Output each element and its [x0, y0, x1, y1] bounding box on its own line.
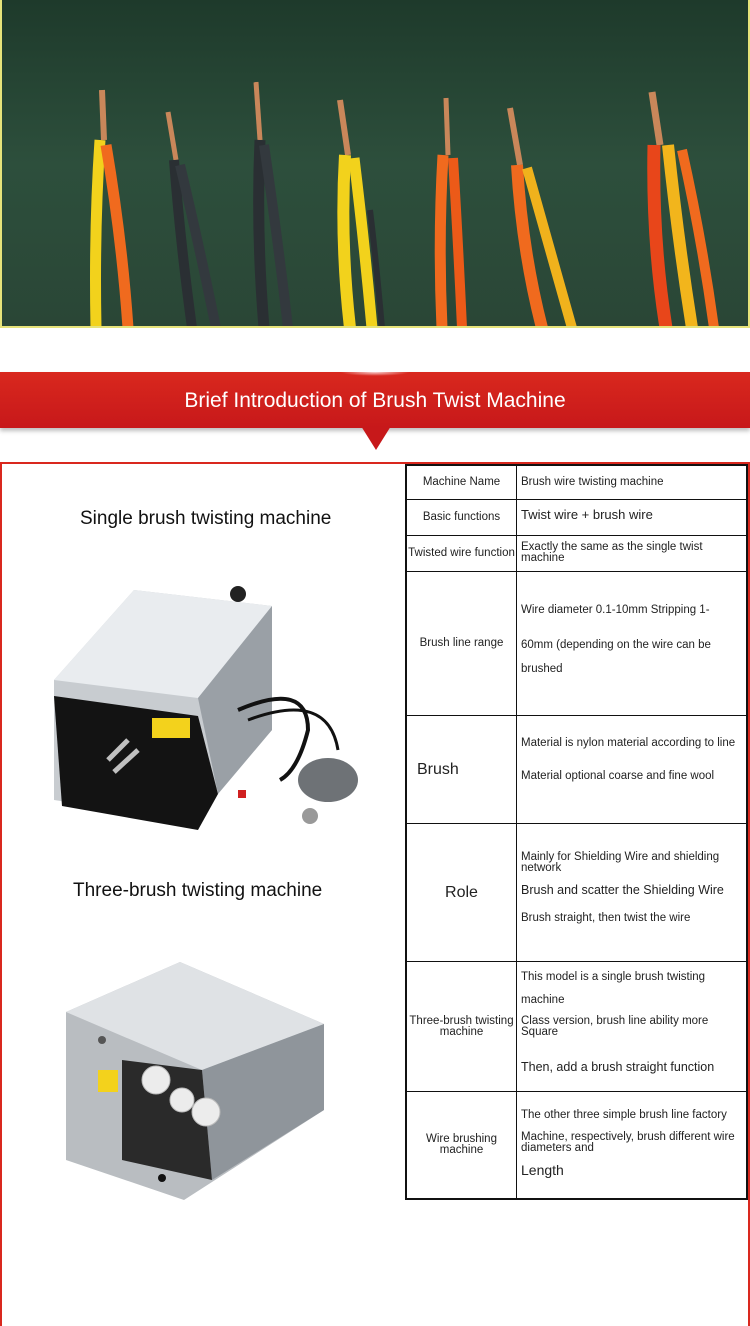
spec-value-line: Then, add a brush straight function — [521, 1060, 715, 1074]
spec-label: Twisted wire function — [407, 536, 517, 571]
spec-value-line: Material is nylon material according to line — [521, 737, 736, 749]
spec-value — [517, 962, 746, 1091]
wires-illustration — [2, 0, 750, 328]
spec-row — [407, 572, 746, 716]
spec-label: Three-brush twisting machine — [407, 962, 517, 1091]
spec-label: Basic functions — [407, 500, 517, 535]
spec-value-line: Mainly for Shielding Wire and shielding network — [521, 851, 720, 874]
spec-value-line: Brush and scatter the Shielding Wire — [521, 883, 724, 897]
spec-value-line: Brush wire twisting machine — [521, 476, 664, 488]
spec-label: Brush line range — [407, 572, 517, 715]
spec-value — [517, 824, 746, 961]
spec-value-line: Exactly the same as the single twist machine — [521, 541, 703, 564]
spec-value — [517, 466, 746, 499]
spec-value-line: The other three simple brush line factory — [521, 1109, 727, 1121]
spec-value-line: Class version, brush line ability more Square — [521, 1015, 709, 1038]
spec-value-line: This model is a single brush twisting — [521, 971, 706, 983]
spec-row — [407, 466, 746, 500]
spec-value-line: Wire diameter 0.1-10mm Stripping 1- — [521, 604, 710, 616]
single-brush-machine-photo — [48, 580, 368, 840]
spec-label: Role — [407, 824, 517, 961]
banner-title: Brief Introduction of Brush Twist Machine — [184, 389, 566, 412]
spec-value-line: Material optional coarse and fine wool — [521, 770, 715, 782]
spec-value — [517, 572, 746, 715]
banner-highlight — [340, 368, 410, 376]
spec-value — [517, 536, 746, 571]
section-banner — [0, 372, 750, 428]
spec-row — [407, 536, 746, 572]
spec-row — [407, 500, 746, 536]
spec-value-line: machine — [521, 994, 565, 1006]
three-machine-caption: Three-brush twisting machine — [73, 880, 323, 901]
spec-label: Wire brushing machine — [407, 1092, 517, 1198]
spec-value — [517, 716, 746, 823]
spec-value-line: Machine, respectively, brush different wire diameters and — [521, 1131, 735, 1154]
spec-value-line: Length — [521, 1162, 564, 1178]
spec-value-line: Brush straight, then twist the wire — [521, 912, 691, 924]
spec-row — [407, 716, 746, 824]
single-machine-caption: Single brush twisting machine — [80, 508, 332, 529]
spec-row — [407, 1092, 746, 1198]
banner-pointer — [361, 426, 391, 450]
spec-value-line: Twist wire + brush wire — [521, 507, 653, 522]
spec-value — [517, 1092, 746, 1198]
spec-value — [517, 500, 746, 535]
spec-row — [407, 824, 746, 962]
spec-table — [405, 464, 748, 1200]
spec-label: Brush — [407, 716, 517, 823]
hero-wires-photo — [0, 0, 750, 328]
spec-label: Machine Name — [407, 466, 517, 499]
spec-value-line: 60mm (depending on the wire can be — [521, 639, 711, 651]
spec-row — [407, 962, 746, 1092]
three-brush-machine-photo — [62, 960, 332, 1205]
spec-value-line: brushed — [521, 663, 563, 675]
